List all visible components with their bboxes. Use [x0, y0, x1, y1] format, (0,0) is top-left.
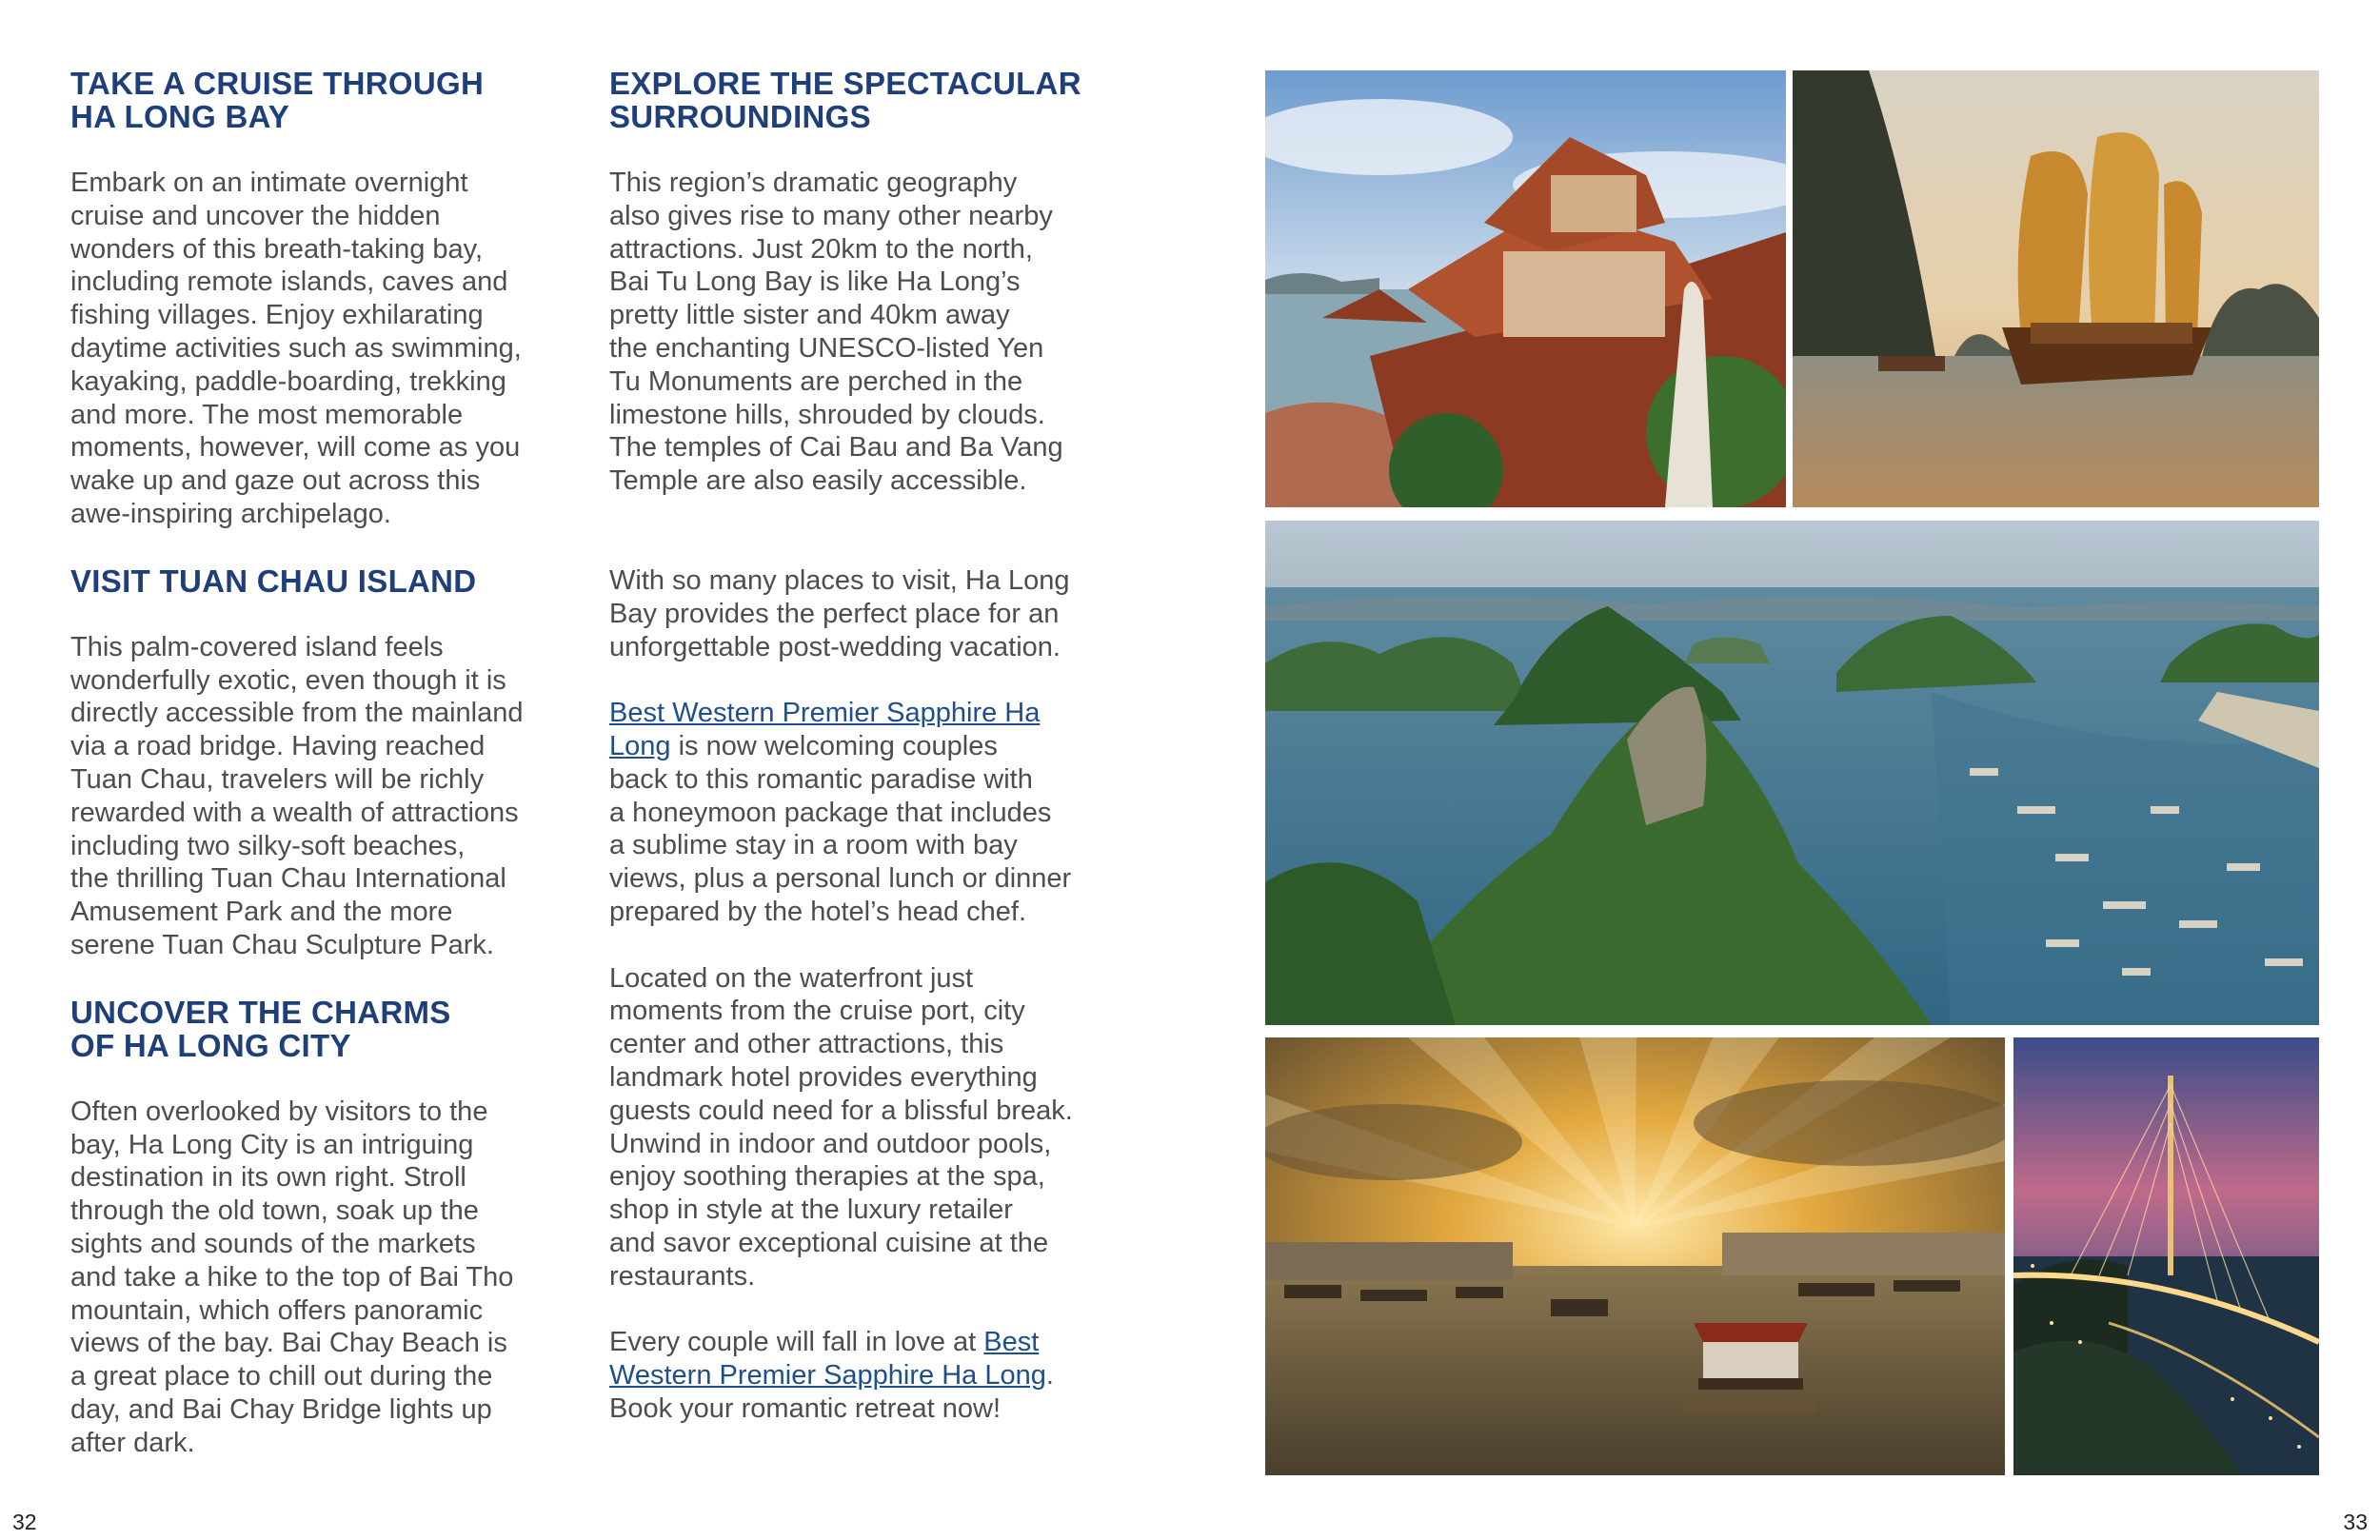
paragraph-wedding-vacation: With so many places to visit, Ha Long Bay provides the perfect place for an unforgettable post-wedding vacation.	[609, 564, 1070, 662]
hotel-link-cta[interactable]: Best Western Premier Sapphire Ha Long	[609, 1327, 1046, 1392]
middle-column	[609, 67, 1142, 1426]
aerial-bay-photo	[1265, 521, 2319, 1025]
pagoda-photo	[1265, 70, 1786, 507]
cta-text-post: . Book your romantic retreat now!	[609, 1360, 1054, 1424]
section-heading-surroundings: EXPLORE THE SPECTACULAR SURROUNDINGS	[609, 66, 1081, 134]
page-number-left: 32	[12, 1510, 37, 1534]
sunset-harbor-photo	[1265, 1037, 2005, 1475]
left-column	[70, 67, 585, 1460]
paragraph-honeymoon-package	[609, 697, 1142, 929]
junk-boat-photo	[1793, 70, 2319, 507]
bridge-night-photo	[2013, 1037, 2319, 1475]
section-heading-ha-long-city: UNCOVER THE CHARMS OF HA LONG CITY	[70, 994, 451, 1063]
section-body-cruise: Embark on an intimate overnight cruise and uncover the hidden wonders of this breath-taking bay, including remote islands, caves and fishing villages. Enjoy exhilarating daytime activities such as swimming, kayaking, paddle-boarding, trekking and more. The most memorable moments, however, will come as you wake up and gaze out across this awe-inspiring archipelago.	[70, 168, 522, 529]
page-number-right: 33	[2343, 1510, 2368, 1534]
section-body-tuan-chau: This palm-covered island feels wonderfully exotic, even though it is directly accessible from the mainland via a road bridge. Having reached Tuan Chau, travelers will be richly rewarded with a wealth of attractions including two silky-soft beaches, the thrilling Tuan Chau International Amusement Park and the more serene Tuan Chau Sculpture Park.	[70, 631, 524, 960]
paragraph-call-to-action	[609, 1326, 1142, 1425]
section-body-surroundings: This region’s dramatic geography also gives rise to many other nearby attractions. Just 20km to the north, Bai Tu Long Bay is like Ha Long’s pretty little sister and 40km away the enchanting UNESCO-listed Yen Tu Monuments are perched in the limestone hills, shrouded by clouds. The temples of Cai Bau and Ba Vang Temple are also easily accessible.	[609, 168, 1063, 497]
section-heading-cruise: TAKE A CRUISE THROUGH HA LONG BAY	[70, 66, 485, 134]
section-body-ha-long-city: Often overlooked by visitors to the bay, Ha Long City is an intriguing destination in its own right. Stroll through the old town, soak up the sights and sounds of the markets and take a hike to the top of Bai Tho mountain, which offers panoramic views of the bay. Bai Chay Beach is a great place to chill out during the day, and Bai Chay Bridge lights up after dark.	[70, 1096, 514, 1458]
cta-text-pre: Every couple will fall in love at	[609, 1327, 984, 1358]
hotel-link[interactable]: Best Western Premier Sapphire Ha Long	[609, 698, 1041, 761]
section-heading-tuan-chau: VISIT TUAN CHAU ISLAND	[70, 563, 477, 599]
paragraph-honeymoon-text: is now welcoming couples back to this romantic paradise with a honeymoon package that includes a sublime stay in a room with bay views, plus a personal lunch or dinner prepared by the hotel’s head chef.	[609, 730, 1072, 927]
paragraph-hotel-amenities: Located on the waterfront just moments from the cruise port, city center and other attractions, this landmark hotel provides everything guests could need for a blissful break. Unwind in indoor and outdoor pools, enjoy soothing therapies at the spa, shop in style at the luxury retailer and savor exceptional cuisine at the restaurants.	[609, 962, 1073, 1292]
